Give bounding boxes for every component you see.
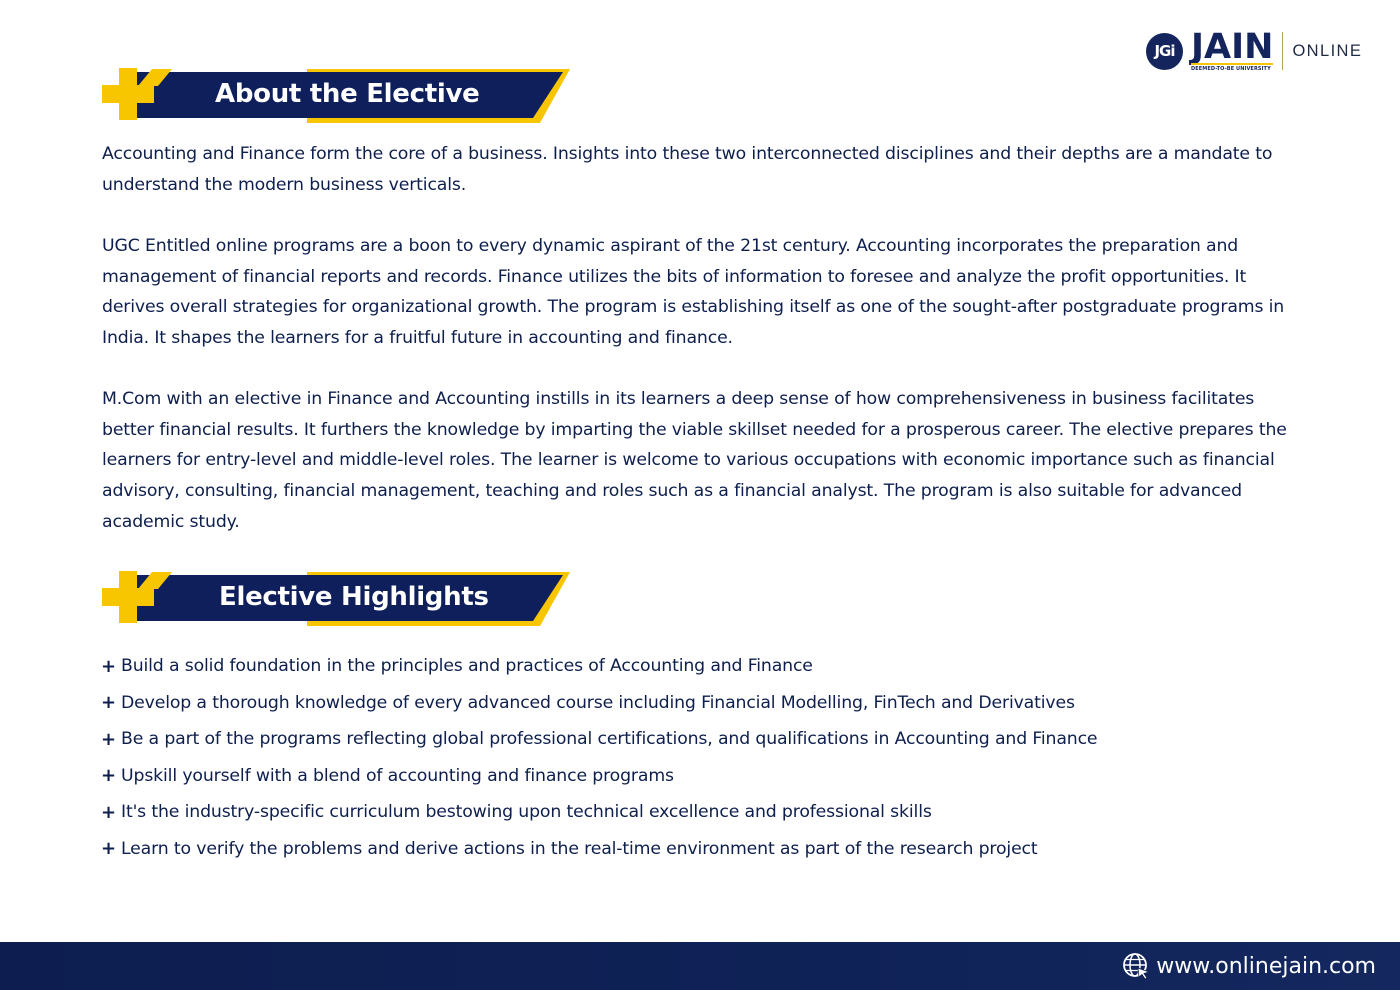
logo-online-text: ONLINE	[1292, 41, 1363, 60]
plus-bullet-icon: +	[101, 728, 116, 750]
list-item-text: It's the industry-specific curriculum bestowing upon technical excellence and professional skills	[121, 802, 932, 823]
list-item-text: Be a part of the programs reflecting global professional certifications, and qualifications in Accounting and Finance	[121, 729, 1098, 750]
list-item	[100, 831, 1097, 868]
highlights-section-banner	[100, 569, 575, 629]
jain-online-logo	[1146, 26, 1363, 72]
plus-bullet-icon: +	[101, 655, 116, 677]
list-item	[100, 794, 1097, 831]
about-paragraph-2: UGC Entitled online programs are a boon to every dynamic aspirant of the 21st century. Accounting incorporates the preparation and management of financial reports and records. Finance utilizes the bits of information to foresee and analyze the profit opportunities. It derives overall strategies for organizational growth. The program is establishing itself as one of the sought-after postgraduate programs in India. It shapes the learners for a fruitful future in accounting and finance.	[102, 236, 1285, 349]
list-item	[100, 758, 1097, 795]
highlights-list	[100, 648, 1097, 867]
list-item-text: Upskill yourself with a blend of accounting and finance programs	[121, 765, 674, 786]
list-item	[100, 721, 1097, 758]
list-item-text: Learn to verify the problems and derive actions in the real-time environment as part of the research project	[121, 838, 1038, 859]
list-item	[100, 685, 1097, 722]
about-paragraph-3: M.Com with an elective in Finance and Accounting instills in its learners a deep sense of how comprehensiveness in business facilitates better financial results. It furthers the knowledge by imparting the viable skillset needed for a prosperous career. The elective prepares the learners for entry-level and middle-level roles. The learner is welcome to various occupations with economic importance such as financial advisory, consulting, financial management, teaching and roles such as a financial analyst. The program is also suitable for advanced academic study.	[102, 389, 1287, 532]
globe-icon	[1122, 952, 1150, 980]
jgi-badge-logo: JGi	[1146, 33, 1183, 70]
jain-wordmark-text: JAIN	[1191, 26, 1274, 67]
plus-icon-v	[119, 571, 137, 623]
plus-bullet-icon: +	[101, 801, 116, 823]
plus-bullet-icon: +	[101, 692, 116, 714]
list-item	[100, 648, 1097, 685]
highlights-heading: Elective Highlights	[219, 582, 489, 612]
footer-website[interactable]	[1122, 942, 1376, 990]
plus-bullet-icon: +	[101, 838, 116, 860]
plus-bullet-icon: +	[101, 765, 116, 787]
about-section-banner	[100, 66, 575, 126]
footer-url-text[interactable]: www.onlinejain.com	[1156, 953, 1376, 979]
about-heading: About the Elective	[215, 79, 480, 109]
footer-bar	[0, 942, 1400, 990]
about-paragraph-1: Accounting and Finance form the core of a business. Insights into these two interconnected disciplines and their depths are a mandate to understand the modern business verticals.	[102, 144, 1273, 195]
list-item-text: Build a solid foundation in the principles and practices of Accounting and Finance	[121, 656, 813, 677]
jain-wordmark-subtitle: DEEMED-TO-BE UNIVERSITY	[1191, 63, 1273, 72]
logo-divider	[1282, 32, 1283, 70]
list-item-text: Develop a thorough knowledge of every advanced course including Financial Modelling, FinTech and Derivatives	[121, 692, 1075, 713]
plus-icon-v	[119, 68, 137, 120]
jain-wordmark	[1191, 26, 1274, 72]
